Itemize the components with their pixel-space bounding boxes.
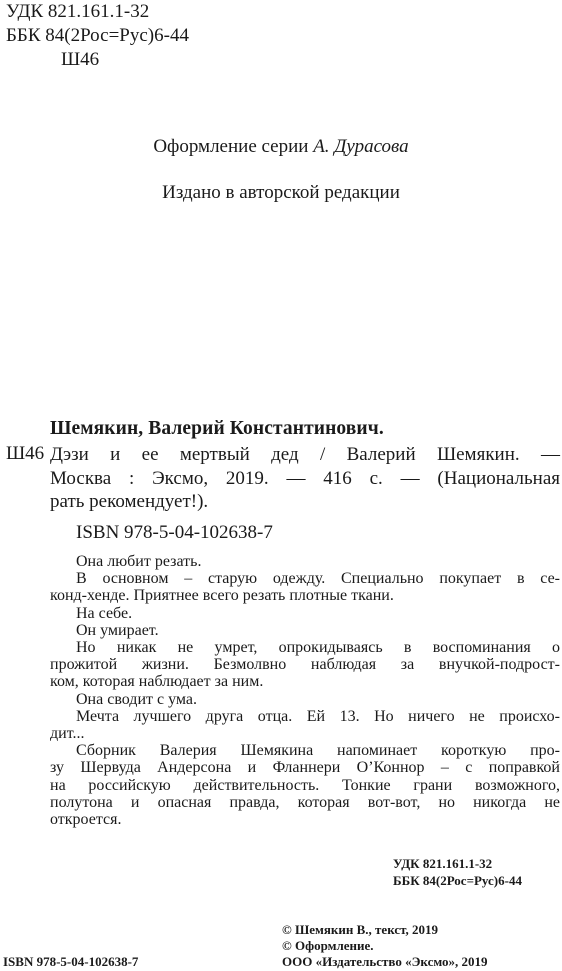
annotation-line: ком, которая наблюдает за ним. — [50, 673, 264, 691]
copyright-publisher: ООО «Издательство «Эксмо», 2019 — [282, 954, 488, 969]
annotation-line: зу Шервуда Андерсона и Фланнери О’Коннор – с поправкой — [50, 759, 560, 777]
annotation-line: на российскую действительность. Тонкие грани возможного, — [50, 776, 560, 794]
annotation-line: Но никак не умрет, опрокидываясь в воспоминания о — [76, 639, 560, 657]
annotation-line: полутона и опасная правда, которая вот-вот, но никогда не — [50, 793, 560, 811]
annotation-line: прожитой жизни. Безмолвно наблюдая за внучкой-подрост- — [50, 656, 560, 674]
series-design-label: Оформление серии — [153, 136, 314, 157]
copyright-block — [282, 922, 488, 970]
footer-isbn: ISBN 978-5-04-102638-7 — [3, 954, 139, 969]
annotation-line: конд-хенде. Приятнее всего резать плотные ткани. — [50, 587, 394, 605]
bibliographic-description — [50, 443, 560, 514]
annotation-line: В основном – старую одежду. Специально покупает в се- — [76, 570, 560, 588]
series-design-credit — [0, 136, 562, 158]
classification-codes — [6, 0, 189, 72]
annotation-line: Она любит резать. — [76, 553, 202, 570]
bbk-code: ББК 84(2Рос=Рус)6-44 — [6, 25, 189, 46]
annotation-line: Она сводит с ума. — [76, 690, 198, 708]
annotation — [50, 553, 560, 829]
series-designer-name: А. Дурасова — [313, 136, 409, 157]
bibliographic-author-mark: Ш46 — [6, 443, 45, 464]
bibliographic-line: Дэзи и ее мертвый дед / Валерий Шемякин. — — [50, 444, 560, 465]
copyright-text: © Шемякин В., текст, 2019 — [282, 922, 439, 937]
footer-bbk: ББК 84(2Рос=Рус)6-44 — [393, 873, 522, 888]
annotation-line: Мечта лучшего друга отца. Ей 13. Но ничего не происхо- — [76, 707, 560, 725]
udk-code: УДК 821.161.1-32 — [6, 1, 150, 22]
footer-codes — [393, 855, 522, 889]
annotation-line: На себе. — [76, 604, 133, 622]
isbn-main: ISBN 978-5-04-102638-7 — [76, 522, 273, 543]
footer-udk: УДК 821.161.1-32 — [393, 856, 493, 871]
author-heading: Шемякин, Валерий Константинович. — [50, 418, 384, 439]
author-mark: Ш46 — [61, 49, 100, 70]
edition-note: Издано в авторской редакции — [162, 182, 400, 203]
annotation-line: Он умирает. — [76, 621, 159, 639]
copyright-design: © Оформление. — [282, 938, 374, 953]
annotation-line: Сборник Валерия Шемякина напоминает короткую про- — [76, 742, 560, 760]
bibliographic-line: рать рекомендует!). — [50, 491, 209, 512]
bibliographic-line: Москва : Эксмо, 2019. — 416 с. — (Национальная — [50, 467, 560, 489]
annotation-line: откроется. — [50, 811, 122, 829]
annotation-line: дит... — [50, 725, 85, 743]
